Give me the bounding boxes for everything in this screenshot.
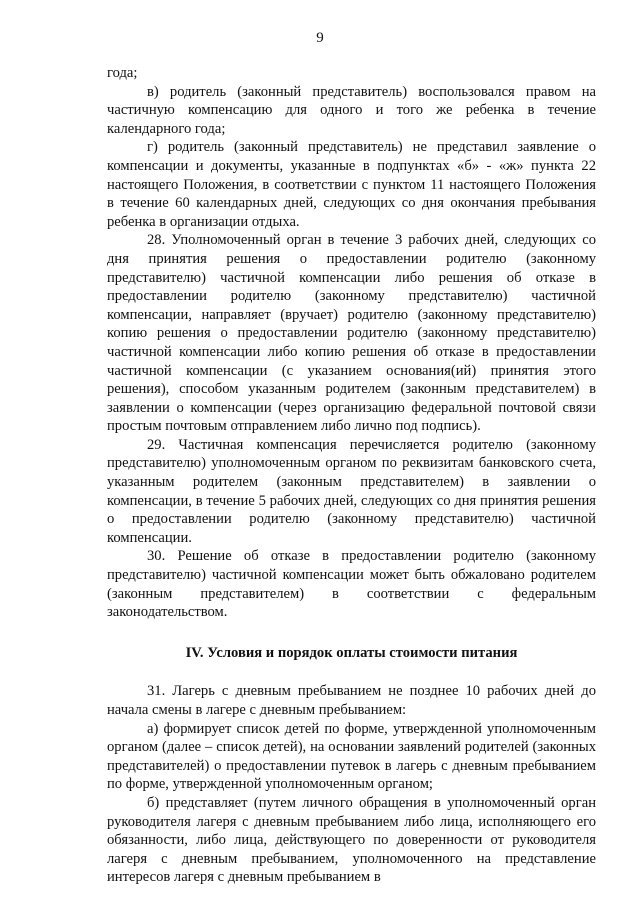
- section-heading: IV. Условия и порядок оплаты стоимости питания: [185, 644, 518, 661]
- document-body: [107, 64, 596, 887]
- paragraph-item-v: в) родитель (законный представитель) воспользовался правом на частичную компенсацию для одного и того же ребенка в течение календарного года;: [107, 83, 596, 137]
- paragraph-continuation: года;: [107, 65, 138, 81]
- paragraph-31: 31. Лагерь с дневным пребыванием не позднее 10 рабочих дней до начала смены в лагере с дневным пребыванием:: [107, 683, 596, 718]
- paragraph-item-a: а) формирует список детей по форме, утвержденной уполномоченным органом (далее – список детей), на основании заявлений родителей (законных представителей) о предоставлении путевок в лагерь с дневным пребыванием по форме, утвержденной уполномоченным органом;: [107, 720, 596, 793]
- paragraph-28: 28. Уполномоченный орган в течение 3 рабочих дней, следующих со дня принятия решения о предоставлении родителю (законному представителю) частичной компенсации либо решения об отказе в предоставлении родителю (законному представителю) частичной компенсации, направляет (вручает) родителю (законному представителю) копию решения о предоставлении родителю (законному представителю) частичной компенсации либо копию решения об отказе в предоставлении частичной компенсации (с указанием основания(ий) принятия этого решения), способом указанным родителем (законным представителем) в заявлении о компенсации (через организацию федеральной почтовой связи простым почтовым отправлением либо лично под подпись).: [107, 232, 596, 435]
- paragraph-29: 29. Частичная компенсация перечисляется родителю (законному представителю) уполномоченным органом по реквизитам банковского счета, указанным родителем (законным представителем) в заявлении о компенсации, в течение 5 рабочих дней, следующих со дня принятия решения о предоставлении родителю (законному представителю) частичной компенсации.: [107, 436, 596, 546]
- paragraph-item-g: г) родитель (законный представитель) не представил заявление о компенсации и документы, указанные в подпунктах «б» - «ж» пункта 22 настоящего Положения, в соответствии с пунктом 11 настоящего Положения в течение 60 календарных дней, следующих со дня окончания пребывания ребенка в организации отдыха.: [107, 139, 596, 230]
- paragraph-30: 30. Решение об отказе в предоставлении родителю (законному представителю) частичной компенсации может быть обжаловано родителем (законным представителем) в соответствии с федеральным законодательством.: [107, 548, 596, 621]
- paragraph-item-b: б) представляет (путем личного обращения в уполномоченный орган руководителя лагеря с дневным пребыванием либо лица, исполняющего его обязанности, либо лица, действующего по доверенности от руководителя лагеря с дневным пребыванием, уполномоченного на представление интересов лагеря с дневным пребыванием в: [107, 794, 596, 886]
- page-number: 9: [316, 30, 324, 46]
